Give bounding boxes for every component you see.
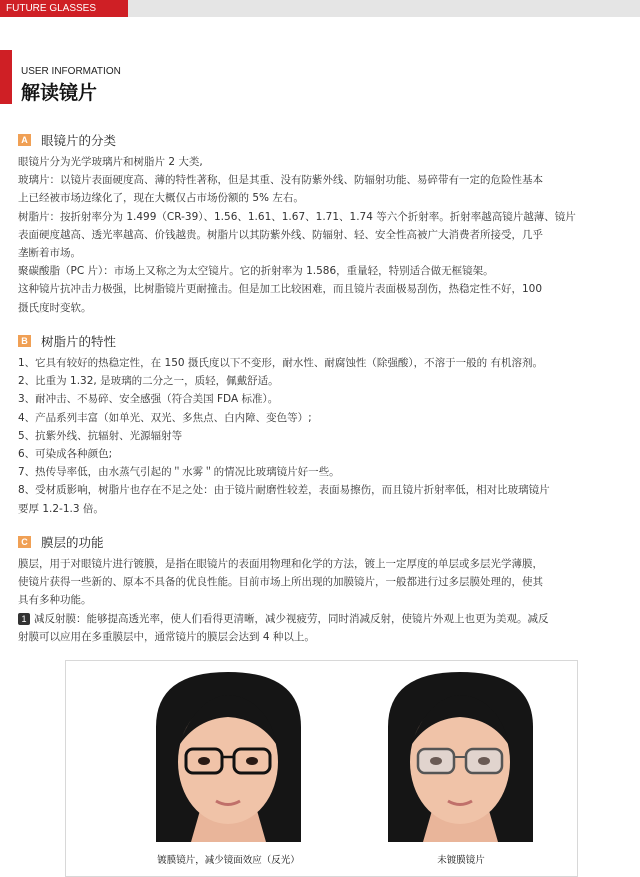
list-item: 3、耐冲击、不易碎、安全感强（符合美国 FDA 标准）。 — [18, 393, 279, 406]
title-accent-bar — [0, 50, 12, 104]
section-coating-function — [18, 533, 625, 646]
coated-lens-caption: 镀膜镜片，减少镜面效应（反光） — [157, 855, 300, 866]
list-item: 要厚 1.2-1.3 倍。 — [18, 502, 104, 515]
number-badge: 1 — [18, 613, 30, 625]
section-badge-a: A — [18, 134, 31, 146]
coated-lens-photo — [136, 667, 321, 842]
list-item: 7、热传导率低，由水蒸气引起的＂水雾＂的情况比玻璃镜片好一些。 — [18, 466, 340, 479]
paragraph-line: 表面硬度越高、透光率越高、价钱越贵。树脂片以其防紫外线、防辐射、轻、安全性高被广大消费者所接受，几乎 — [18, 228, 543, 241]
paragraph-line: 摄氏度时变软。 — [18, 301, 92, 314]
page-subtitle-en: USER INFORMATION — [21, 66, 121, 77]
section-badge-c: C — [18, 536, 31, 548]
numbered-paragraph-line — [18, 610, 625, 628]
numbered-text: 减反射膜：能够提高透光率，使人们看得更清晰，减少视疲劳，同时消减反射，使镜片外观上也更为美观。减反 — [34, 612, 549, 625]
section-lens-classification — [18, 131, 625, 317]
paragraph-line: 使镜片获得一些新的、原本不具备的优良性能。目前市场上所出现的加膜镜片，一般都进行过多层膜处理的，使其 — [18, 576, 543, 589]
paragraph-line: 眼镜片分为光学玻璃片和树脂片 2 大类, — [18, 156, 203, 168]
brand-label: FUTURE GLASSES — [0, 0, 128, 17]
section-badge-b: B — [18, 335, 31, 347]
section-title: 眼镜片的分类 — [41, 133, 117, 148]
list-item: 2、比重为 1.32, 是玻璃的二分之一，质轻，佩戴舒适。 — [18, 375, 279, 388]
paragraph-line: 上已经被市场边缘化了，现在大概仅占市场份额的 5% 左右。 — [18, 192, 304, 205]
paragraph-line: 具有多种功能。 — [18, 594, 92, 607]
section-header — [18, 332, 625, 350]
list-item: 8、受材质影响，树脂片也存在不足之处：由于镜片耐磨性较差，表面易擦伤，而且镜片折射率低，相对比玻璃镜片 — [18, 484, 550, 497]
section-header — [18, 131, 625, 149]
paragraph-line: 玻璃片：以镜片表面硬度高、薄的特性著称，但是其重、没有防紫外线、防辐射功能、易碎带有一定的危险性基本 — [18, 174, 543, 187]
page-title: 解读镜片 — [21, 82, 98, 104]
paragraph-line: 聚碳酸脂（PC 片）：市场上又称之为太空镜片。它的折射率为 1.586，重量轻，特别适合做无框镜架。 — [18, 265, 494, 278]
section-resin-properties — [18, 332, 625, 518]
list-item: 5、抗紫外线、抗辐射、光源辐射等 — [18, 429, 183, 442]
lens-comparison-figure — [65, 660, 578, 877]
list-item: 4、产品系列丰富（如单光、双光、多焦点、白内障、变色等）; — [18, 411, 312, 424]
uncoated-lens-caption: 未镀膜镜片 — [437, 855, 485, 866]
paragraph-line: 垄断着市场。 — [18, 247, 81, 260]
numbered-paragraph-line: 射膜可以应用在多重膜层中，通常镜片的膜层会达到 4 种以上。 — [18, 630, 315, 643]
paragraph-line: 膜层，用于对眼镜片进行镀膜，是指在眼镜片的表面用物理和化学的方法，镀上一定厚度的单层或多层光学薄膜， — [18, 558, 543, 570]
uncoated-lens-photo — [368, 667, 553, 842]
section-header — [18, 533, 625, 551]
paragraph-line: 这种镜片抗冲击力极强，比树脂镜片更耐撞击。但是加工比较困难，而且镜片表面极易刮伤，热稳定性不好，100 — [18, 283, 543, 296]
list-item: 6、可染成各种颜色; — [18, 448, 113, 461]
section-title: 树脂片的特性 — [41, 334, 117, 349]
section-title: 膜层的功能 — [41, 535, 104, 550]
list-item: 1、它具有较好的热稳定性，在 150 摄氏度以下不变形，耐水性、耐腐蚀性（除强酸），不溶于一般的 有机溶剂。 — [18, 357, 543, 369]
paragraph-line: 树脂片：按折射率分为 1.499（CR-39）、1.56、1.61、1.67、1.71、1.74 等六个折射率。折射率越高镜片越薄、镜片 — [18, 210, 576, 223]
